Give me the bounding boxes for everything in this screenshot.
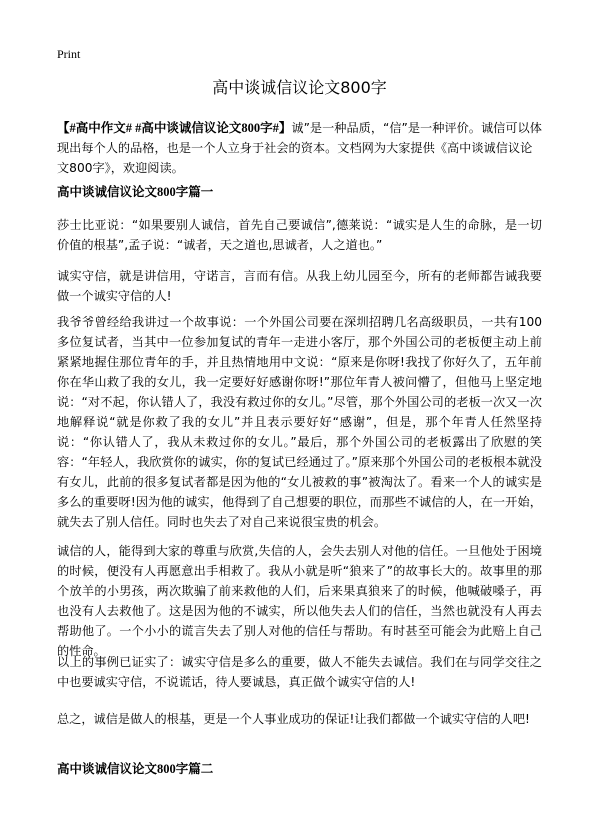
paragraph-story: 我爷爷曾经给我讲过一个故事说：一个外国公司要在深圳招聘几名高级职员，一共有100多位复试者，当其中一位参加复试的青年一走进小客厅，那个外国公司的老板便主动上前紧紧地握住那位青年的手，并且热情地用中文说：“原来是你呀!我找了你好久了，五年前你在华山救了我的女儿，我一定要好好感谢你呀!”那位年青人被问懵了，但他马上坚定地说：“对不起，你认错人了，我没有救过你的女儿。”尽管，那个外国公司的老板一次又一次地解释说“就是你救了我的女儿”并且表示要好好“感谢”，但是，那个年青人任然坚持说：“你认错人了，我从未救过你的女儿。”最后，那个外国公司的老板露出了欣慰的笑容：“年轻人，我欣赏你的诚实，你的复试已经通过了。”原来那个外国公司的老板根本就没有女儿，此前的很多复试者都是因为他的“女儿被救的事”被淘汰了。看来一个人的诚实是多么的重要呀!因为他的诚实，他得到了自己想要的职位，而那些不诚信的人，在一开始，就失去了别人信任。同时也失去了对自己来说很宝贵的机会。 xyxy=(57,315,542,529)
paragraph-summary: 以上的事例已证实了：诚实守信是多么的重要，做人不能失去诚信。我们在与同学交往之中也要诚实守信，不说谎话，待人要诚恳，真正做个诚实守信的人! xyxy=(57,655,542,689)
intro-paragraph xyxy=(57,118,542,178)
section-heading-1: 高中谈诚信议论文800字篇一 xyxy=(57,185,214,199)
intro-tag: 【#高中作文# #高中谈诚信议论文800字#】 xyxy=(57,121,292,135)
page-title: 高中谈诚信议论文800字 xyxy=(212,78,387,97)
paragraph-conclusion: 总之，诚信是做人的根基，更是一个人事业成功的保证!让我们都做一个诚实守信的人吧! xyxy=(57,712,530,726)
intro-text: 诚”是一种品质，“信”是一种评价。诚信可以体现出每个人的品格，也是一个人立身于社会的资本。文档网为大家提供《高中谈诚信议论文800字》，欢迎阅读。 xyxy=(57,121,542,175)
print-link[interactable]: Print xyxy=(57,47,81,61)
section-heading-2: 高中谈诚信议论文800字篇二 xyxy=(57,762,214,776)
paragraph-wolf-story: 诚信的人，能得到大家的尊重与欣赏,失信的人，会失去别人对他的信任。一旦他处于困境的时候，便没有人再愿意出手相救了。我从小就是听“狼来了”的故事长大的。故事里的那个放羊的小男孩，两次欺骗了前来救他的人们，后来果真狼来了的时候，他喊破嗓子，再也没有人去救他了。这是因为他的不诚实，所以他失去人们的信任，当然也就没有人再去帮助他了。一个小小的谎言失去了别人对他的信任与帮助。有时甚至可能会为此赔上自己的性命。 xyxy=(57,544,542,658)
paragraph-quotes: 莎士比亚说：“如果要别人诚信，首先自己要诚信”,德莱说：“诚实是人生的命脉，是一切价值的根基”,孟子说：“诚者，天之道也,思诚者，人之道也。” xyxy=(57,218,542,252)
paragraph-definition: 诚实守信，就是讲信用，守诺言，言而有信。从我上幼儿园至今，所有的老师都告诫我要做一个诚实守信的人! xyxy=(57,269,542,303)
